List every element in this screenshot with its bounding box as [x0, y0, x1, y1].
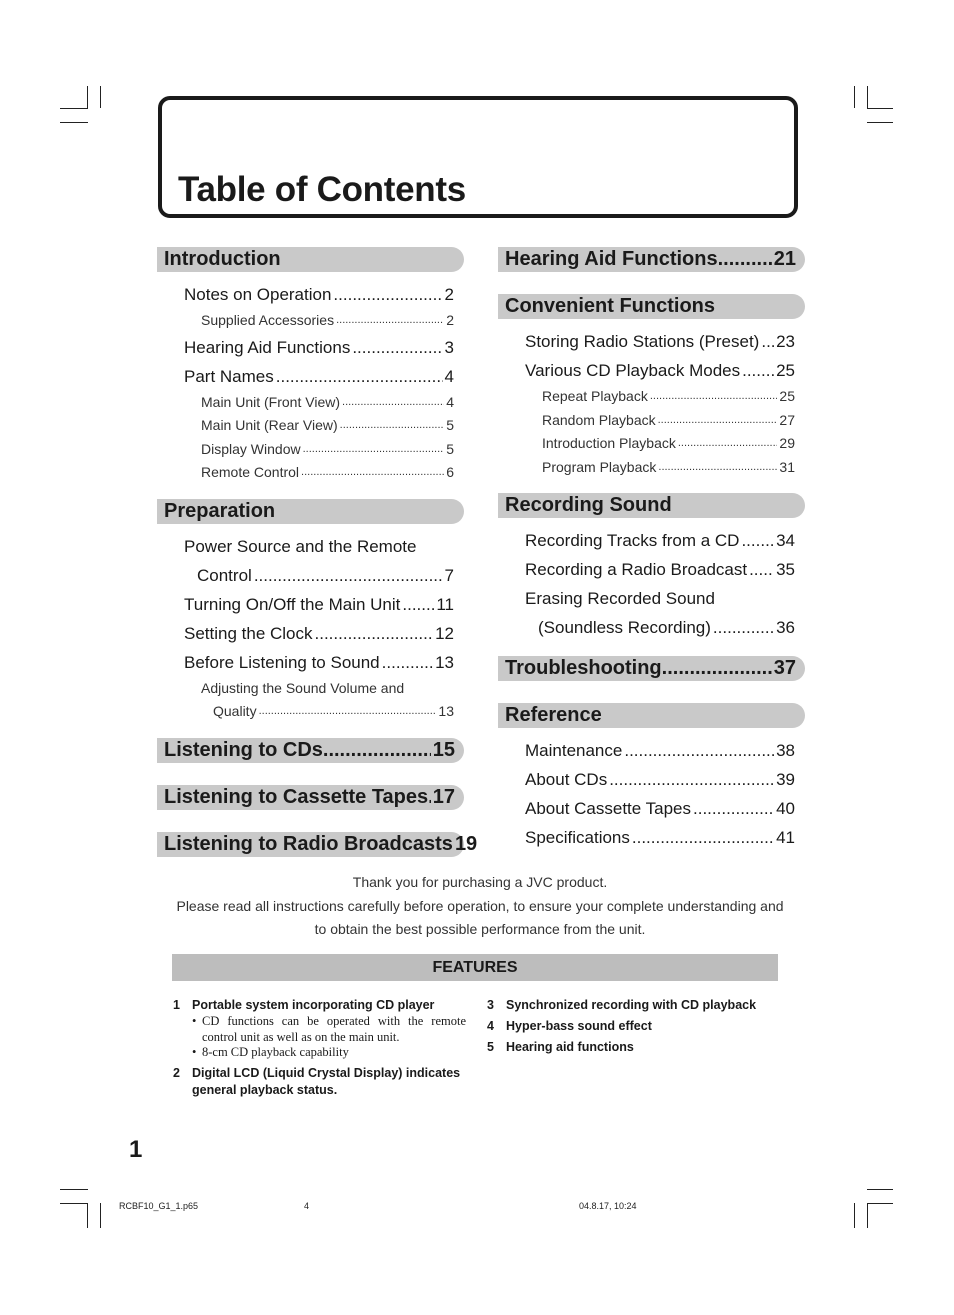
entry-label: Turning On/Off the Main Unit — [184, 594, 401, 614]
entry-page: 27 — [779, 411, 795, 428]
dot-leader — [609, 765, 774, 794]
toc-entry — [157, 461, 464, 485]
crop-mark — [100, 86, 101, 108]
entry-label: Random Playback — [542, 411, 656, 428]
entry-page: 7 — [444, 565, 454, 585]
toc-entry — [157, 532, 464, 561]
bullet-text: CD functions can be operated with the remote control unit as well as on the main unit. — [202, 1014, 466, 1044]
toc-entry — [157, 590, 464, 619]
thanks-line: Thank you for purchasing a JVC product. — [352, 874, 608, 890]
thanks-line: Please read all instructions carefully before operation, to ensure your complete understanding and — [176, 897, 784, 914]
footer-page: 4 — [304, 1201, 310, 1211]
section-label: Listening to CDs — [164, 738, 323, 761]
crop-mark — [100, 1203, 101, 1228]
entry-label: Program Playback — [542, 458, 657, 475]
feature-text: Synchronized recording with CD playback — [506, 998, 757, 1012]
crop-mark — [867, 108, 893, 109]
toc-entry — [498, 765, 805, 794]
feature-number: 4 — [487, 1019, 494, 1033]
section-gap — [157, 485, 464, 499]
section-gap — [498, 642, 805, 656]
entry-label: About CDs — [525, 770, 608, 789]
dot-leader — [713, 613, 774, 642]
thank-you-note — [150, 871, 810, 942]
crop-mark — [60, 1189, 88, 1190]
toc-entry — [498, 409, 805, 433]
entry-page: 13 — [438, 703, 454, 719]
dot-leader — [693, 794, 774, 823]
toc-entry — [157, 677, 464, 701]
toc-section-heading — [157, 785, 464, 810]
entry-label: Supplied Accessories — [201, 312, 335, 328]
feature-text: Hyper-bass sound effect — [506, 1019, 652, 1033]
crop-mark — [854, 1203, 855, 1228]
toc-entry — [157, 333, 464, 362]
toc-entry — [498, 526, 805, 555]
bullet-mark: • — [192, 1045, 197, 1059]
toc-entry — [157, 700, 464, 724]
section-gap — [157, 771, 464, 785]
entry-label: Adjusting the Sound Volume and — [201, 679, 405, 696]
entry-page: 2 — [444, 285, 454, 304]
dot-leader — [336, 309, 444, 333]
toc-entry — [157, 648, 464, 677]
entry-page: 25 — [779, 388, 795, 404]
feature-item — [487, 1018, 787, 1035]
features-left — [173, 997, 466, 1103]
toc-section-heading — [498, 703, 805, 728]
title-box — [158, 96, 798, 218]
toc-entry — [157, 619, 464, 648]
entry-page: 41 — [776, 828, 795, 847]
crop-mark — [60, 1203, 88, 1204]
entry-label: Hearing Aid Functions — [184, 337, 351, 357]
entry-label: Remote Control — [201, 464, 300, 480]
dot-leader — [301, 461, 444, 485]
dot-leader — [624, 736, 774, 765]
entry-page: 6 — [446, 464, 454, 480]
entry-page: 13 — [435, 652, 454, 672]
toc-entry — [498, 327, 805, 356]
crop-mark — [854, 86, 855, 108]
feature-text: Portable system incorporating CD player — [192, 998, 435, 1012]
entry-label: Various CD Playback Modes — [525, 361, 741, 380]
crop-mark — [867, 1203, 893, 1204]
toc-entry — [498, 356, 805, 385]
section-label: Listening to Cassette Tapes — [164, 785, 429, 808]
toc-section-heading — [157, 499, 464, 524]
toc-entry — [157, 561, 464, 590]
entry-label: Control — [197, 565, 252, 585]
section-label: Recording Sound — [505, 494, 672, 516]
dot-leader — [342, 391, 444, 415]
crop-mark — [87, 1203, 88, 1228]
crop-mark — [867, 86, 868, 108]
toc-section-heading — [498, 294, 805, 319]
crop-mark — [60, 108, 88, 109]
toc-left-column — [157, 247, 478, 865]
feature-item — [173, 997, 466, 1014]
toc-entry — [498, 555, 805, 584]
entry-label: Setting the Clock — [184, 623, 313, 643]
crop-mark — [867, 1189, 893, 1190]
dot-leader — [323, 738, 431, 763]
section-page: 15 — [432, 738, 455, 761]
feature-number: 1 — [173, 998, 180, 1012]
crop-mark — [87, 86, 88, 108]
entry-page: 4 — [446, 393, 454, 410]
entry-page: 23 — [776, 332, 795, 351]
entry-page: 5 — [446, 417, 454, 433]
toc-section-heading — [157, 247, 464, 272]
dot-leader — [303, 438, 445, 462]
entry-page: 25 — [776, 361, 795, 380]
toc-entry — [498, 823, 805, 852]
dot-leader — [658, 456, 777, 480]
entry-page: 2 — [446, 312, 454, 328]
section-label: Troubleshooting — [505, 657, 662, 679]
toc-entry — [498, 385, 805, 409]
entry-label: (Soundless Recording) — [538, 618, 711, 637]
entry-page: 31 — [779, 458, 795, 475]
page-number: 1 — [129, 1136, 143, 1163]
entry-page: 12 — [435, 623, 454, 643]
entry-label: Quality — [213, 703, 257, 719]
section-label: Listening to Radio Broadcasts — [164, 832, 453, 855]
dot-leader — [678, 432, 778, 456]
entry-page: 4 — [444, 366, 454, 386]
thanks-line: to obtain the best possible performance from the unit. — [314, 921, 646, 937]
section-page: 19 — [454, 832, 478, 855]
dot-leader — [340, 414, 445, 438]
section-gap — [157, 724, 464, 738]
entry-label: Main Unit (Front View) — [201, 393, 341, 410]
section-gap — [498, 280, 805, 294]
page-title: Table of Contents — [178, 170, 466, 209]
entry-page: 29 — [779, 435, 795, 451]
toc-entry — [498, 794, 805, 823]
entry-label: Storing Radio Stations (Preset) — [525, 332, 760, 351]
section-gap — [498, 479, 805, 493]
toc-section-heading — [498, 656, 805, 681]
dot-leader — [662, 656, 772, 681]
section-label: Introduction — [164, 248, 281, 270]
dot-leader — [276, 362, 443, 391]
feature-item — [487, 997, 787, 1014]
entry-label: Specifications — [525, 828, 630, 847]
toc-section-heading — [498, 493, 805, 518]
entry-label: Notes on Operation — [184, 285, 332, 304]
feature-text: Hearing aid functions — [506, 1040, 634, 1054]
section-page: 37 — [773, 657, 796, 679]
section-gap — [498, 689, 805, 703]
section-label: Preparation — [164, 499, 276, 522]
entry-page: 5 — [446, 440, 454, 457]
feature-item — [487, 1039, 787, 1056]
entry-label: Repeat Playback — [542, 388, 648, 404]
dot-leader — [761, 327, 774, 356]
entry-label: Introduction Playback — [542, 435, 676, 451]
toc-entry — [498, 432, 805, 456]
dot-leader — [650, 385, 778, 409]
dot-leader — [259, 700, 437, 724]
section-gap — [157, 818, 464, 832]
entry-label: About Cassette Tapes — [525, 799, 692, 818]
entry-page: 3 — [444, 337, 454, 357]
dot-leader — [333, 280, 442, 309]
footer-file: RCBF10_G1_1.p65 — [119, 1201, 199, 1211]
features-right — [487, 997, 787, 1060]
dot-leader — [632, 823, 774, 852]
section-page: 17 — [432, 785, 455, 808]
entry-label: Main Unit (Rear View) — [201, 417, 338, 433]
entry-page: 36 — [776, 618, 795, 637]
entry-label: Erasing Recorded Sound — [525, 589, 715, 608]
entry-page: 39 — [776, 770, 795, 789]
dot-leader — [742, 356, 774, 385]
entry-label: Recording a Radio Broadcast — [525, 560, 748, 579]
section-page: 21 — [773, 248, 796, 270]
dot-leader — [254, 561, 443, 590]
bullet-text: 8-cm CD playback capability — [202, 1045, 349, 1059]
features-heading: FEATURES — [172, 954, 778, 981]
section-label: Reference — [505, 704, 602, 726]
entry-label: Part Names — [184, 366, 274, 386]
dot-leader — [741, 526, 774, 555]
dot-leader — [382, 648, 433, 677]
section-label: Hearing Aid Functions — [505, 248, 718, 270]
dot-leader — [352, 333, 442, 362]
dot-leader — [315, 619, 434, 648]
feature-bullet — [173, 1045, 466, 1061]
feature-bullet — [173, 1014, 466, 1045]
bullet-mark: • — [192, 1014, 197, 1028]
toc-entry — [498, 584, 805, 613]
entry-label: Display Window — [201, 440, 301, 457]
feature-number: 2 — [173, 1065, 180, 1080]
entry-label: Before Listening to Sound — [184, 652, 380, 672]
section-label: Convenient Functions — [505, 295, 715, 317]
feature-text: Digital LCD (Liquid Crystal Display) indicates general playback status. — [192, 1065, 461, 1097]
entry-page: 40 — [776, 799, 795, 818]
toc-section-heading — [498, 247, 805, 272]
toc-section-heading — [157, 832, 478, 857]
entry-label: Maintenance — [525, 741, 623, 760]
entry-page: 35 — [776, 560, 795, 579]
toc-right-column — [498, 247, 805, 852]
feature-number: 3 — [487, 998, 494, 1012]
entry-label: Power Source and the Remote — [184, 536, 417, 556]
feature-number: 5 — [487, 1040, 494, 1054]
toc-entry — [157, 438, 464, 462]
footer-date: 04.8.17, 10:24 — [579, 1201, 637, 1211]
crop-mark — [60, 122, 88, 123]
toc-entry — [157, 391, 464, 415]
crop-mark — [867, 1203, 868, 1228]
toc-entry — [157, 309, 464, 333]
toc-entry — [157, 280, 464, 309]
entry-page: 34 — [776, 531, 795, 550]
dot-leader — [402, 590, 434, 619]
entry-label: Recording Tracks from a CD — [525, 531, 740, 550]
toc-entry — [498, 736, 805, 765]
crop-mark — [867, 122, 893, 123]
toc-entry — [498, 613, 805, 642]
feature-item — [173, 1065, 466, 1099]
toc-entry — [157, 414, 464, 438]
dot-leader — [718, 247, 772, 272]
toc-section-heading — [157, 738, 464, 763]
toc-entry — [498, 456, 805, 480]
entry-page: 38 — [776, 741, 795, 760]
dot-leader — [749, 555, 774, 584]
entry-page: 11 — [436, 594, 454, 614]
toc-entry — [157, 362, 464, 391]
dot-leader — [658, 409, 778, 433]
